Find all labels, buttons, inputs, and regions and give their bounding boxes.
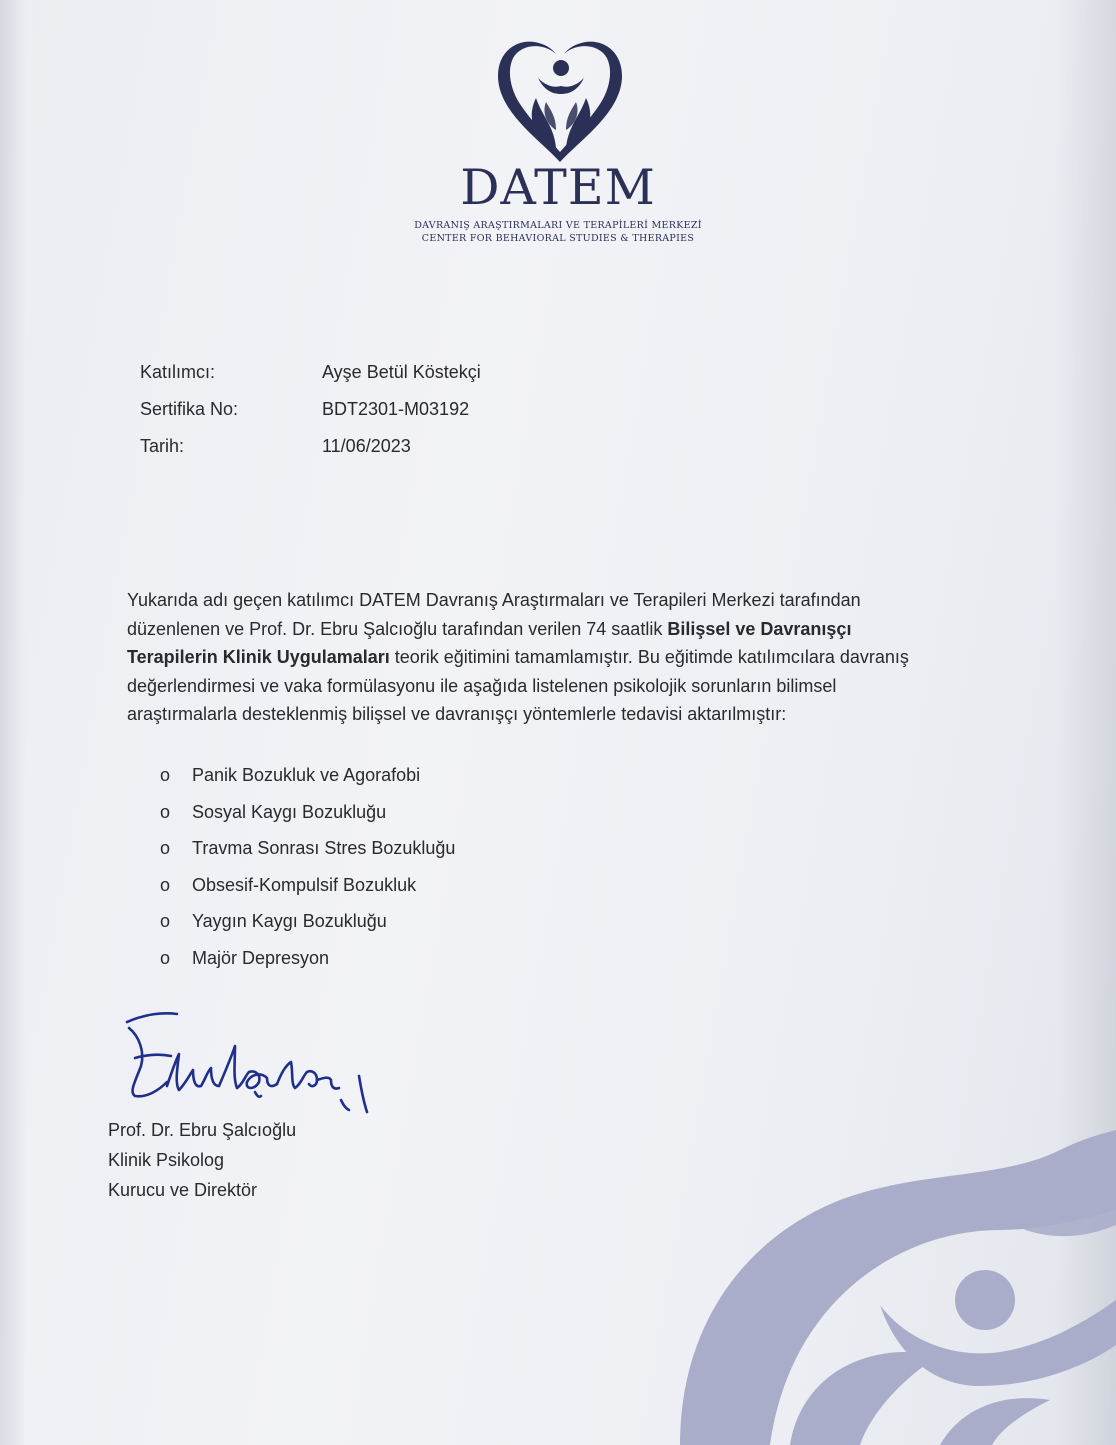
brand-subtitle-en: CENTER FOR BEHAVIORAL STUDIES & THERAPIES xyxy=(421,233,695,244)
list-item xyxy=(160,872,455,909)
list-item xyxy=(160,945,455,982)
info-label: Katılımcı: xyxy=(140,362,216,382)
list-item-text: Majör Depresyon xyxy=(192,947,330,968)
body-paragraph xyxy=(127,586,927,729)
list-item-text: Yaygın Kaygı Bozukluğu xyxy=(192,911,387,932)
info-value: BDT2301-M03192 xyxy=(322,399,470,419)
bullet: o xyxy=(160,947,171,968)
info-value: Ayşe Betül Köstekçi xyxy=(322,362,481,382)
brand-name: DATEM xyxy=(460,159,656,216)
signatory-title: Klinik Psikolog xyxy=(108,1150,225,1170)
heart-person-leaves-icon xyxy=(490,30,630,166)
body-text-2: teorik eğitimini tamamlamıştır. Bu eğitimde katılımcılara davranış değerlendirmesi ve vaka formülasyonu ile aşağıda listelenen psikolojik sorunların bilimsel araştırmalarla desteklenmiş bilişsel ve davranışçı yöntemlerle tedavisi aktarılmıştır: xyxy=(127,647,909,725)
logo-watermark-icon xyxy=(640,1130,1116,1445)
list-item xyxy=(160,908,455,945)
list-item-text: Obsesif-Kompulsif Bozukluk xyxy=(192,874,417,895)
info-label: Sertifika No: xyxy=(140,399,239,419)
list-item-text: Travma Sonrası Stres Bozukluğu xyxy=(192,838,456,859)
paper-shadow-left xyxy=(0,0,26,1445)
info-label: Tarih: xyxy=(140,436,185,456)
bullet: o xyxy=(160,911,171,932)
list-item-text: Sosyal Kaygı Bozukluğu xyxy=(192,801,387,822)
signatory-name: Prof. Dr. Ebru Şalcıoğlu xyxy=(108,1120,297,1140)
list-item-text: Panik Bozukluk ve Agorafobi xyxy=(192,765,421,785)
topic-list xyxy=(160,762,455,982)
list-item xyxy=(160,835,455,872)
signature xyxy=(105,1000,395,1130)
bullet: o xyxy=(160,838,171,859)
bullet: o xyxy=(160,874,171,895)
brand-subtitle-tr: DAVRANIŞ ARAŞTIRMALARI VE TERAPİLERİ MERKEZİ xyxy=(414,220,702,231)
bullet: o xyxy=(160,765,171,785)
signatory-role: Kurucu ve Direktör xyxy=(108,1180,258,1200)
list-item xyxy=(160,762,455,799)
body-text-1: Yukarıda adı geçen katılımcı DATEM Davranış Araştırmaları ve Terapileri Merkezi tarafından düzenlenen ve Prof. Dr. Ebru Şalcıoğlu tarafından verilen 74 saatlik xyxy=(127,590,861,639)
info-value: 11/06/2023 xyxy=(322,436,411,456)
course-title: Bilişsel ve Davranışçı Terapilerin Klinik Uygulamaları xyxy=(127,618,852,668)
bullet: o xyxy=(160,801,171,822)
list-item xyxy=(160,799,455,836)
